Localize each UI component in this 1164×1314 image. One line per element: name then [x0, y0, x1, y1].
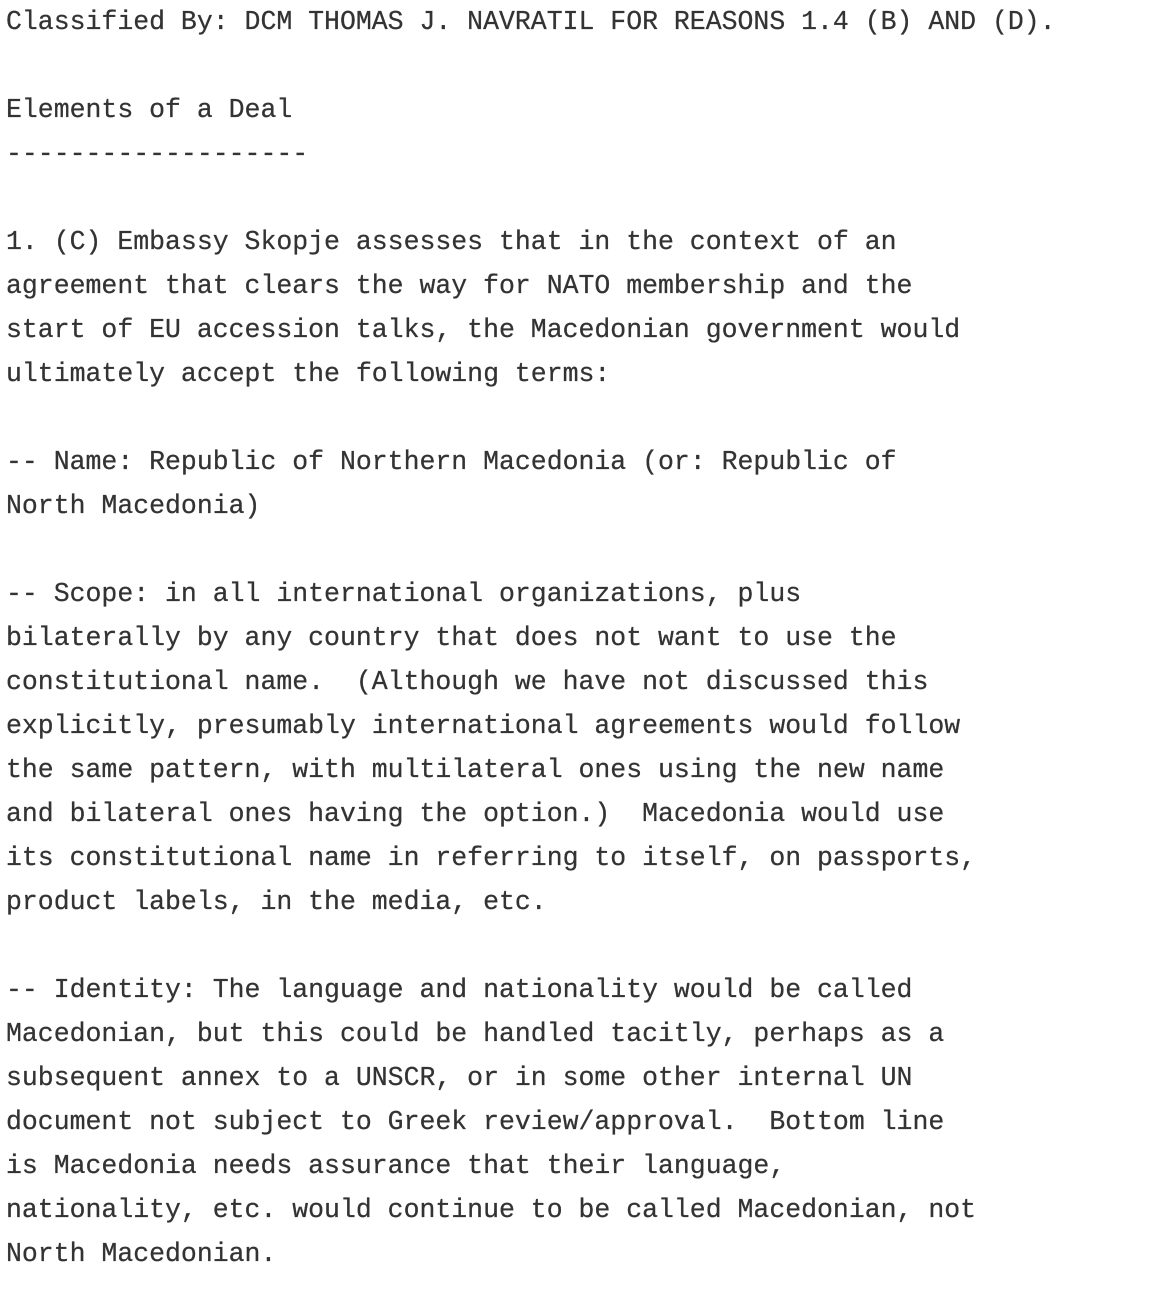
text-line: document not subject to Greek review/approval. Bottom line [6, 1107, 945, 1137]
text-line: subsequent annex to a UNSCR, or in some other internal UN [6, 1063, 913, 1093]
text-line: constitutional name. (Although we have not discussed this [6, 667, 929, 697]
text-line: is Macedonia needs assurance that their language, [6, 1151, 786, 1181]
paragraph-scope [6, 572, 1156, 924]
text-line: and bilateral ones having the option.) Macedonia would use [6, 799, 945, 829]
text-line: Macedonian, but this could be handled tacitly, perhaps as a [6, 1019, 945, 1049]
text-line: ultimately accept the following terms: [6, 359, 611, 389]
section-title: Elements of a Deal [6, 95, 293, 125]
text-line: bilaterally by any country that does not want to use the [6, 623, 897, 653]
cable-document [6, 0, 1156, 1276]
paragraph-1 [6, 220, 1156, 396]
text-line: -- Scope: in all international organizations, plus [6, 579, 802, 609]
section-underline: ------------------- [6, 139, 309, 169]
text-line: explicitly, presumably international agreements would follow [6, 711, 961, 741]
text-line: product labels, in the media, etc. [6, 887, 547, 917]
text-line: -- Name: Republic of Northern Macedonia (or: Republic of [6, 447, 897, 477]
text-line: -- Identity: The language and nationality would be called [6, 975, 913, 1005]
text-line: the same pattern, with multilateral ones using the new name [6, 755, 945, 785]
spacer [6, 924, 1156, 968]
text-line: start of EU accession talks, the Macedonian government would [6, 315, 961, 345]
paragraph-name [6, 440, 1156, 528]
text-line: 1. (C) Embassy Skopje assesses that in the context of an [6, 227, 897, 257]
classification-line: Classified By: DCM THOMAS J. NAVRATIL FOR REASONS 1.4 (B) AND (D). [6, 7, 1056, 37]
text-line: North Macedonia) [6, 491, 261, 521]
spacer [6, 44, 1156, 88]
text-line: its constitutional name in referring to itself, on passports, [6, 843, 977, 873]
text-line: nationality, etc. would continue to be called Macedonian, not [6, 1195, 977, 1225]
text-line: North Macedonian. [6, 1239, 277, 1269]
spacer [6, 176, 1156, 220]
paragraph-identity [6, 968, 1156, 1276]
spacer [6, 396, 1156, 440]
text-line: agreement that clears the way for NATO membership and the [6, 271, 913, 301]
spacer [6, 528, 1156, 572]
